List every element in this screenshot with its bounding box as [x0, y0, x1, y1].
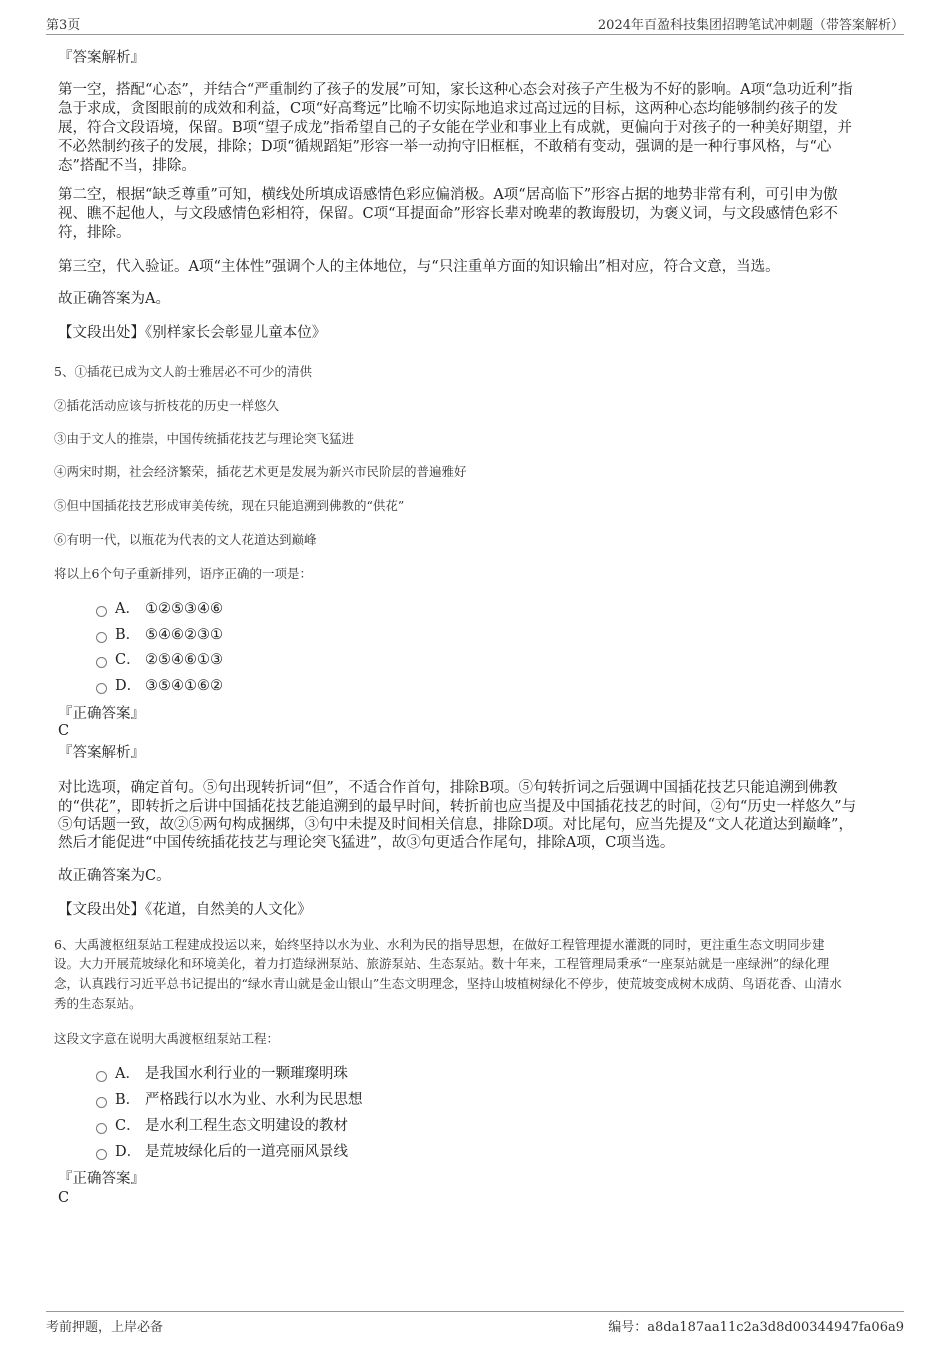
page-footer [46, 1311, 904, 1336]
analysis-para1-line1: 第一空，搭配“心态”，并结合“严重制约了孩子的发展”可知，家长这种心态会对孩子产生极为不好的影响。A项“急功近利”指 [58, 82, 853, 98]
radio-icon[interactable] [96, 606, 107, 617]
q5-option-d[interactable]: D． ③⑤④①⑥② [96, 676, 223, 696]
footer-id: 编号：a8da187aa11c2a3d8d00344947fa06a9 [608, 1320, 904, 1335]
q5-option-b[interactable]: B． ⑤④⑥②③① [96, 625, 223, 645]
q6-prompt: 这段文字意在说明大禹渡枢纽泵站工程： [54, 1031, 280, 1046]
q6-option-c[interactable]: C． 是水利工程生态文明建设的教材 [96, 1116, 348, 1136]
q5-conclusion: 故正确答案为C。 [58, 868, 171, 884]
radio-icon[interactable] [96, 1097, 107, 1108]
q5-analysis-line1: 对比选项，确定首句。⑤句出现转折词“但”，不适合作首句，排除B项。⑤句转折词之后强调中国插花技艺只能追溯到佛教 [58, 780, 838, 796]
analysis-para1-line2: 急于求成，贪图眼前的成效和利益，C项“好高骛远”比喻不切实际地追求过高过远的目标，这两种心态均能够制约孩子的发 [58, 101, 838, 117]
q6-answer: C [58, 1190, 70, 1206]
q5-sentence-4: ④两宋时期，社会经济繁荣，插花艺术更是发展为新兴市民阶层的普遍雅好 [54, 464, 467, 479]
radio-icon[interactable] [96, 1123, 107, 1134]
analysis-source: 【文段出处】《别样家长会彰显儿童本位》 [58, 325, 327, 341]
q5-answer: C [58, 723, 70, 739]
q5-analysis-line4: 然后才能促进“中国传统插花技艺与理论突飞猛进”，故③句更适合作尾句，排除A项，C项当选。 [58, 835, 675, 851]
analysis-para2-line3: 符，排除。 [58, 225, 131, 241]
radio-icon[interactable] [96, 632, 107, 643]
analysis-para1-line5: 态”搭配不当，排除。 [58, 158, 196, 174]
q5-sentence-6: ⑥有明一代，以瓶花为代表的文人花道达到巅峰 [54, 532, 317, 547]
analysis-para2-line2: 视、瞧不起他人，与文段感情色彩相符，保留。C项“耳提面命”形容长辈对晚辈的教诲殷切，为褒义词，与文段感情色彩不 [58, 206, 838, 222]
radio-icon[interactable] [96, 657, 107, 668]
analysis-para1-line3: 展，符合文段语境，保留。B项“望子成龙”指希望自己的子女能在学业和事业上有成就，更偏向于对孩子的一种美好期望，并 [58, 120, 852, 136]
analysis-conclusion: 故正确答案为A。 [58, 291, 170, 307]
analysis-para3: 第三空，代入验证。A项“主体性”强调个人的主体地位，与“只注重单方面的知识输出”相对应，符合文意，当选。 [58, 259, 780, 275]
q5-analysis-line3: ⑤句话题一致，故②⑤两句构成捆绑，③句中未提及时间相关信息，排除D项。对比尾句，应当先提及“文人花道达到巅峰”， [58, 817, 853, 833]
radio-icon[interactable] [96, 1149, 107, 1160]
q5-prompt: 将以上6个句子重新排列，语序正确的一项是： [54, 566, 312, 581]
q5-analysis-line2: 的“供花”，即转折之后讲中国插花技艺能追溯到的最早时间，转折前也应当提及中国插花技艺的时间，②句“历史一样悠久”与 [58, 799, 857, 815]
q6-stem-line2: 设。大力开展荒坡绿化和环境美化，着力打造绿洲泵站、旅游泵站、生态泵站。数十年来，工程管理局秉承“一座泵站就是一座绿洲”的绿化理 [54, 956, 830, 971]
page-header [46, 14, 904, 35]
radio-icon[interactable] [96, 1071, 107, 1082]
q6-stem-line1: 6、大禹渡枢纽泵站工程建成投运以来，始终坚持以水为业、水利为民的指导思想，在做好工程管理提水灌溉的同时，更注重生态文明同步建 [54, 937, 825, 952]
q6-answer-heading: 『正确答案』 [58, 1171, 145, 1187]
q6-option-a[interactable]: A． 是我国水利行业的一颗璀璨明珠 [96, 1064, 348, 1084]
q6-option-b[interactable]: B． 严格践行以水为业、水利为民思想 [96, 1090, 363, 1110]
q5-source: 【文段出处】《花道，自然美的人文化》 [58, 902, 312, 918]
analysis-para2-line1: 第二空，根据“缺乏尊重”可知，横线处所填成语感情色彩应偏消极。A项“居高临下”形容占据的地势非常有利，可引申为傲 [58, 187, 838, 203]
q6-stem-line4: 秀的生态泵站。 [54, 996, 142, 1011]
q6-stem-line3: 念，认真践行习近平总书记提出的“绿水青山就是金山银山”生态文明理念，坚持山坡植树绿化不停步，使荒坡变成树木成荫、鸟语花香、山清水 [54, 976, 842, 991]
analysis-heading: 『答案解析』 [58, 50, 145, 66]
radio-icon[interactable] [96, 683, 107, 694]
q5-option-a[interactable]: A． ①②⑤③④⑥ [96, 599, 223, 619]
q5-answer-heading: 『正确答案』 [58, 706, 145, 722]
analysis-para1-line4: 不必然制约孩子的发展，排除；D项“循规蹈矩”形容一举一动拘守旧框框，不敢稍有变动，强调的是一种行事风格，与“心 [58, 139, 832, 155]
document-title: 2024年百盈科技集团招聘笔试冲刺题（带答案解析） [597, 18, 904, 33]
q5-option-c[interactable]: C． ②⑤④⑥①③ [96, 650, 223, 670]
q5-sentence-1: 5、①插花已成为文人韵士雅居必不可少的清供 [54, 364, 312, 379]
footer-slogan: 考前押题，上岸必备 [46, 1320, 164, 1335]
q5-sentence-2: ②插花活动应该与折枝花的历史一样悠久 [54, 398, 280, 413]
q5-sentence-5: ⑤但中国插花技艺形成审美传统，现在只能追溯到佛教的“供花” [54, 498, 405, 513]
q6-option-d[interactable]: D． 是荒坡绿化后的一道亮丽风景线 [96, 1142, 348, 1162]
q5-analysis-heading: 『答案解析』 [58, 745, 145, 761]
page-number: 第3页 [46, 18, 81, 33]
q5-sentence-3: ③由于文人的推崇，中国传统插花技艺与理论突飞猛进 [54, 431, 355, 446]
